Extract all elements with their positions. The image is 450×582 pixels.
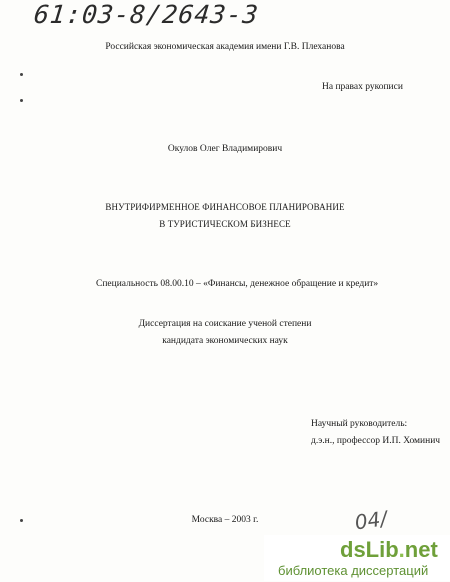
scan-artifact-dot — [20, 73, 23, 76]
manuscript-rights-note: На правах рукописи — [322, 82, 403, 92]
dslib-watermark[interactable] — [264, 535, 450, 581]
degree-line2: кандидата экономических наук — [162, 336, 288, 346]
handwritten-stamp-mark: 04/ — [353, 506, 389, 535]
institution-name: Российская экономическая академия имени Г.В. Плеханова — [105, 42, 345, 52]
supervisor-name: д.э.н., профессор И.П. Хоминич — [311, 436, 441, 446]
watermark-site-suffix: net — [404, 537, 438, 562]
handwritten-catalog-code: 61:03-8/2643-3 — [32, 0, 261, 29]
dissertation-title-line1: ВНУТРИФИРМЕННОЕ ФИНАНСОВОЕ ПЛАНИРОВАНИЕ — [105, 202, 345, 212]
city-year: Москва – 2003 г. — [191, 515, 259, 525]
author-name: Окулов Олег Владимирович — [167, 144, 283, 154]
supervisor-label: Научный руководитель: — [311, 419, 408, 429]
degree-line1: Диссертация на соискание ученой степени — [138, 319, 312, 329]
watermark-subtitle: библиотека диссертаций — [278, 563, 429, 578]
scan-artifact-dot — [20, 99, 23, 102]
watermark-site-dot: . — [398, 537, 405, 562]
specialty-line: Специальность 08.00.10 – «Финансы, денежное обращение и кредит» — [96, 279, 379, 289]
watermark-site-prefix: dsLib — [340, 537, 399, 562]
watermark-logo — [340, 537, 438, 563]
dissertation-title-line2: В ТУРИСТИЧЕСКОМ БИЗНЕСЕ — [159, 219, 291, 229]
